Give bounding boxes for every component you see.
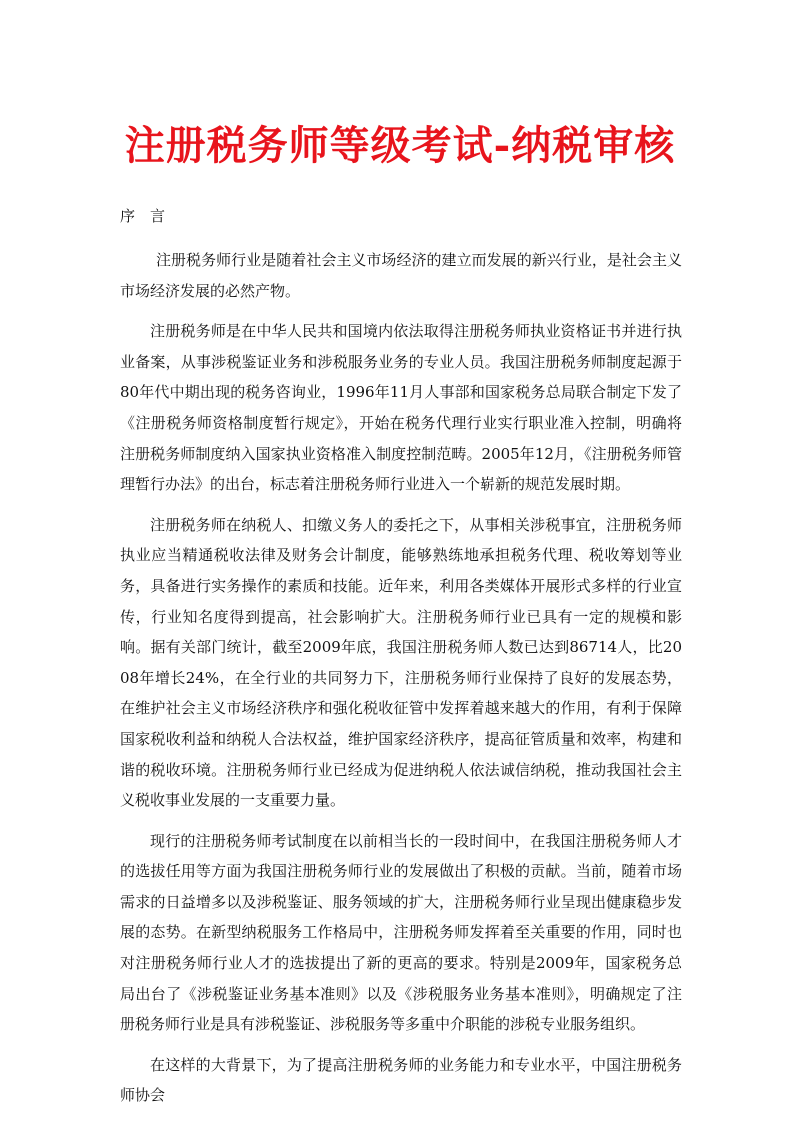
paragraph: 注册税务师行业是随着社会主义市场经济的建立而发展的新兴行业，是社会主义市场经济发展的必然产物。	[120, 251, 682, 300]
document-body	[120, 245, 682, 1121]
paragraph: 在这样的大背景下，为了提高注册税务师的业务能力和专业水平，中国注册税务师协会	[120, 1055, 682, 1105]
paragraph: 注册税务师是在中华人民共和国境内依法取得注册税务师执业资格证书并进行执业备案，从事涉税鉴证业务和涉税服务业务的专业人员。我国注册税务师制度起源于80年代中期出现的税务咨询业，1996年11月人事部和国家税务总局联合制定下发了《注册税务师资格制度暂行规定》，开始在税务代理行业实行职业准入控制，明确将注册税务师制度纳入国家执业资格准入制度控制范畴。2005年12月，《注册税务师管理暂行办法》的出台，标志着注册税务师行业进入一个崭新的规范发展时期。	[120, 322, 682, 494]
paragraph: 现行的注册税务师考试制度在以前相当长的一段时间中，在我国注册税务师人才的选拔任用等方面为我国注册税务师行业的发展做出了积极的贡献。当前，随着市场需求的日益增多以及涉税鉴证、服务领域的扩大，注册税务师行业呈现出健康稳步发展的态势。在新型纳税服务工作格局中，注册税务师发挥着至关重要的作用，同时也对注册税务师行业人才的选拔提出了新的更高的要求。特别是2009年，国家税务总局出台了《涉税鉴证业务基本准则》以及《涉税服务业务基本准则》，明确规定了注册税务师行业是具有涉税鉴证、涉税服务等多重中介职能的涉税专业服务组织。	[120, 831, 682, 1034]
section-heading-preface: 序 言	[120, 207, 166, 225]
paragraph: 注册税务师在纳税人、扣缴义务人的委托之下，从事相关涉税事宜，注册税务师执业应当精通税收法律及财务会计制度，能够熟练地承担税务代理、税收筹划等业务，具备进行实务操作的素质和技能。近年来，利用各类媒体开展形式多样的行业宣传，行业知名度得到提高，社会影响扩大。注册税务师行业已具有一定的规模和影响。据有关部门统计，截至2009年底，我国注册税务师人数已达到86714人，比2008年增长24%，在全行业的共同努力下，注册税务师行业保持了良好的发展态势，在维护社会主义市场经济秩序和强化税收征管中发挥着越来越大的作用，有利于保障国家税收利益和纳税人合法权益，维护国家经济秩序，提高征管质量和效率，构建和谐的税收环境。注册税务师行业已经成为促进纳税人依法诚信纳税，推动我国社会主义税收事业发展的一支重要力量。	[120, 515, 682, 810]
document-title: 注册税务师等级考试-纳税审核	[124, 122, 676, 169]
